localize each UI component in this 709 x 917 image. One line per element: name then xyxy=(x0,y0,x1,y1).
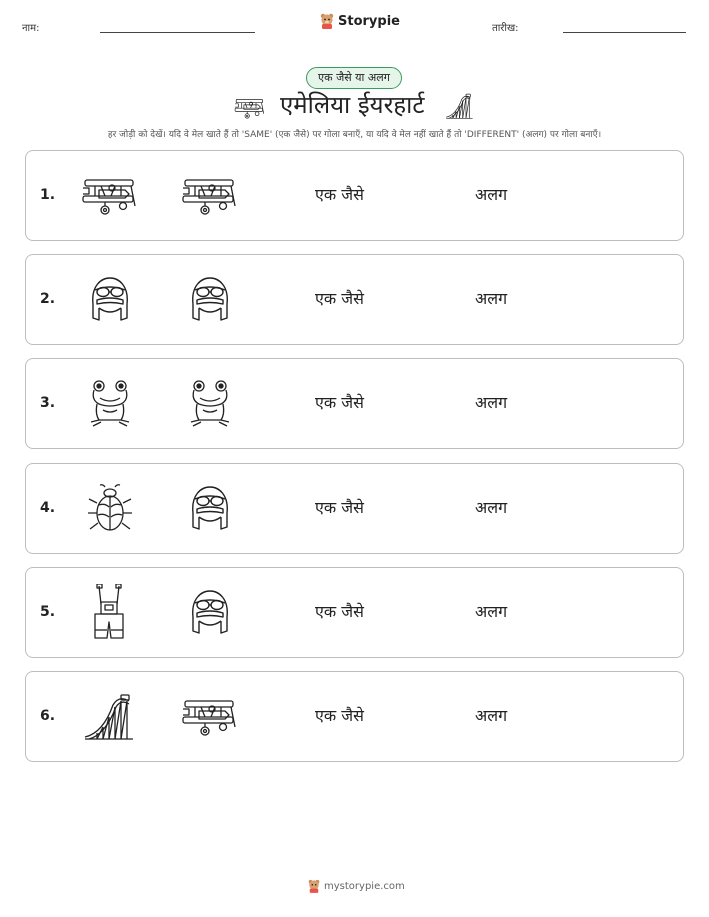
roller-coaster-icon xyxy=(444,93,472,119)
different-option[interactable]: अलग xyxy=(475,393,508,413)
frog-icon xyxy=(185,378,235,428)
question-number: 3. xyxy=(40,395,56,412)
date-label: तारीख: xyxy=(492,23,519,34)
date-field[interactable] xyxy=(563,32,686,33)
worksheet-title: एमेलिया ईयरहार्ट xyxy=(280,91,425,119)
brand-name: Storypie xyxy=(338,13,400,29)
worksheet-type-badge: एक जैसे या अलग xyxy=(306,67,402,89)
biplane-icon xyxy=(234,95,264,115)
same-option[interactable]: एक जैसे xyxy=(315,289,364,309)
overalls-icon xyxy=(89,584,129,640)
different-option[interactable]: अलग xyxy=(475,497,508,517)
brand xyxy=(320,13,400,29)
same-option[interactable]: एक जैसे xyxy=(315,497,364,517)
question-number: 1. xyxy=(40,187,56,203)
question-number: 6. xyxy=(40,708,56,724)
question-row xyxy=(25,671,684,762)
storypie-bear-logo-icon xyxy=(308,879,320,893)
different-option[interactable]: अलग xyxy=(475,706,508,725)
storypie-bear-logo-icon xyxy=(320,13,334,29)
question-number: 4. xyxy=(40,499,56,516)
name-field[interactable] xyxy=(100,32,255,33)
aviator-cap-icon xyxy=(185,274,235,324)
question-row xyxy=(25,567,684,658)
question-number: 2. xyxy=(40,291,56,308)
question-row xyxy=(25,463,684,554)
biplane-icon xyxy=(81,176,137,216)
instructions: हर जोड़ी को देखें। यदि वे मेल खाते हैं तो 'SAME' (एक जैसे) पर गोला बनाएँ, या यदि वे मेल नहीं खाते हैं तो 'DIFFERENT' (अलग) पर गोला बनाएँ। xyxy=(107,130,602,140)
same-option[interactable]: एक जैसे xyxy=(315,706,364,725)
question-row xyxy=(25,358,684,449)
question-row xyxy=(25,150,684,241)
biplane-icon xyxy=(181,697,237,737)
frog-icon xyxy=(85,378,135,428)
roller-coaster-icon xyxy=(83,693,135,741)
beetle-icon xyxy=(85,483,135,533)
different-option[interactable]: अलग xyxy=(475,185,508,204)
same-option[interactable]: एक जैसे xyxy=(315,601,364,621)
different-option[interactable]: अलग xyxy=(475,289,508,309)
different-option[interactable]: अलग xyxy=(475,601,508,621)
same-option[interactable]: एक जैसे xyxy=(315,393,364,413)
footer-url: mystorypie.com xyxy=(324,880,405,892)
name-label: नाम: xyxy=(22,23,40,34)
aviator-cap-icon xyxy=(185,483,235,533)
question-number: 5. xyxy=(40,603,56,620)
biplane-icon xyxy=(181,176,237,216)
question-row xyxy=(25,254,684,345)
footer xyxy=(308,879,405,893)
aviator-cap-icon xyxy=(85,274,135,324)
aviator-cap-icon xyxy=(185,587,235,637)
same-option[interactable]: एक जैसे xyxy=(315,185,364,204)
